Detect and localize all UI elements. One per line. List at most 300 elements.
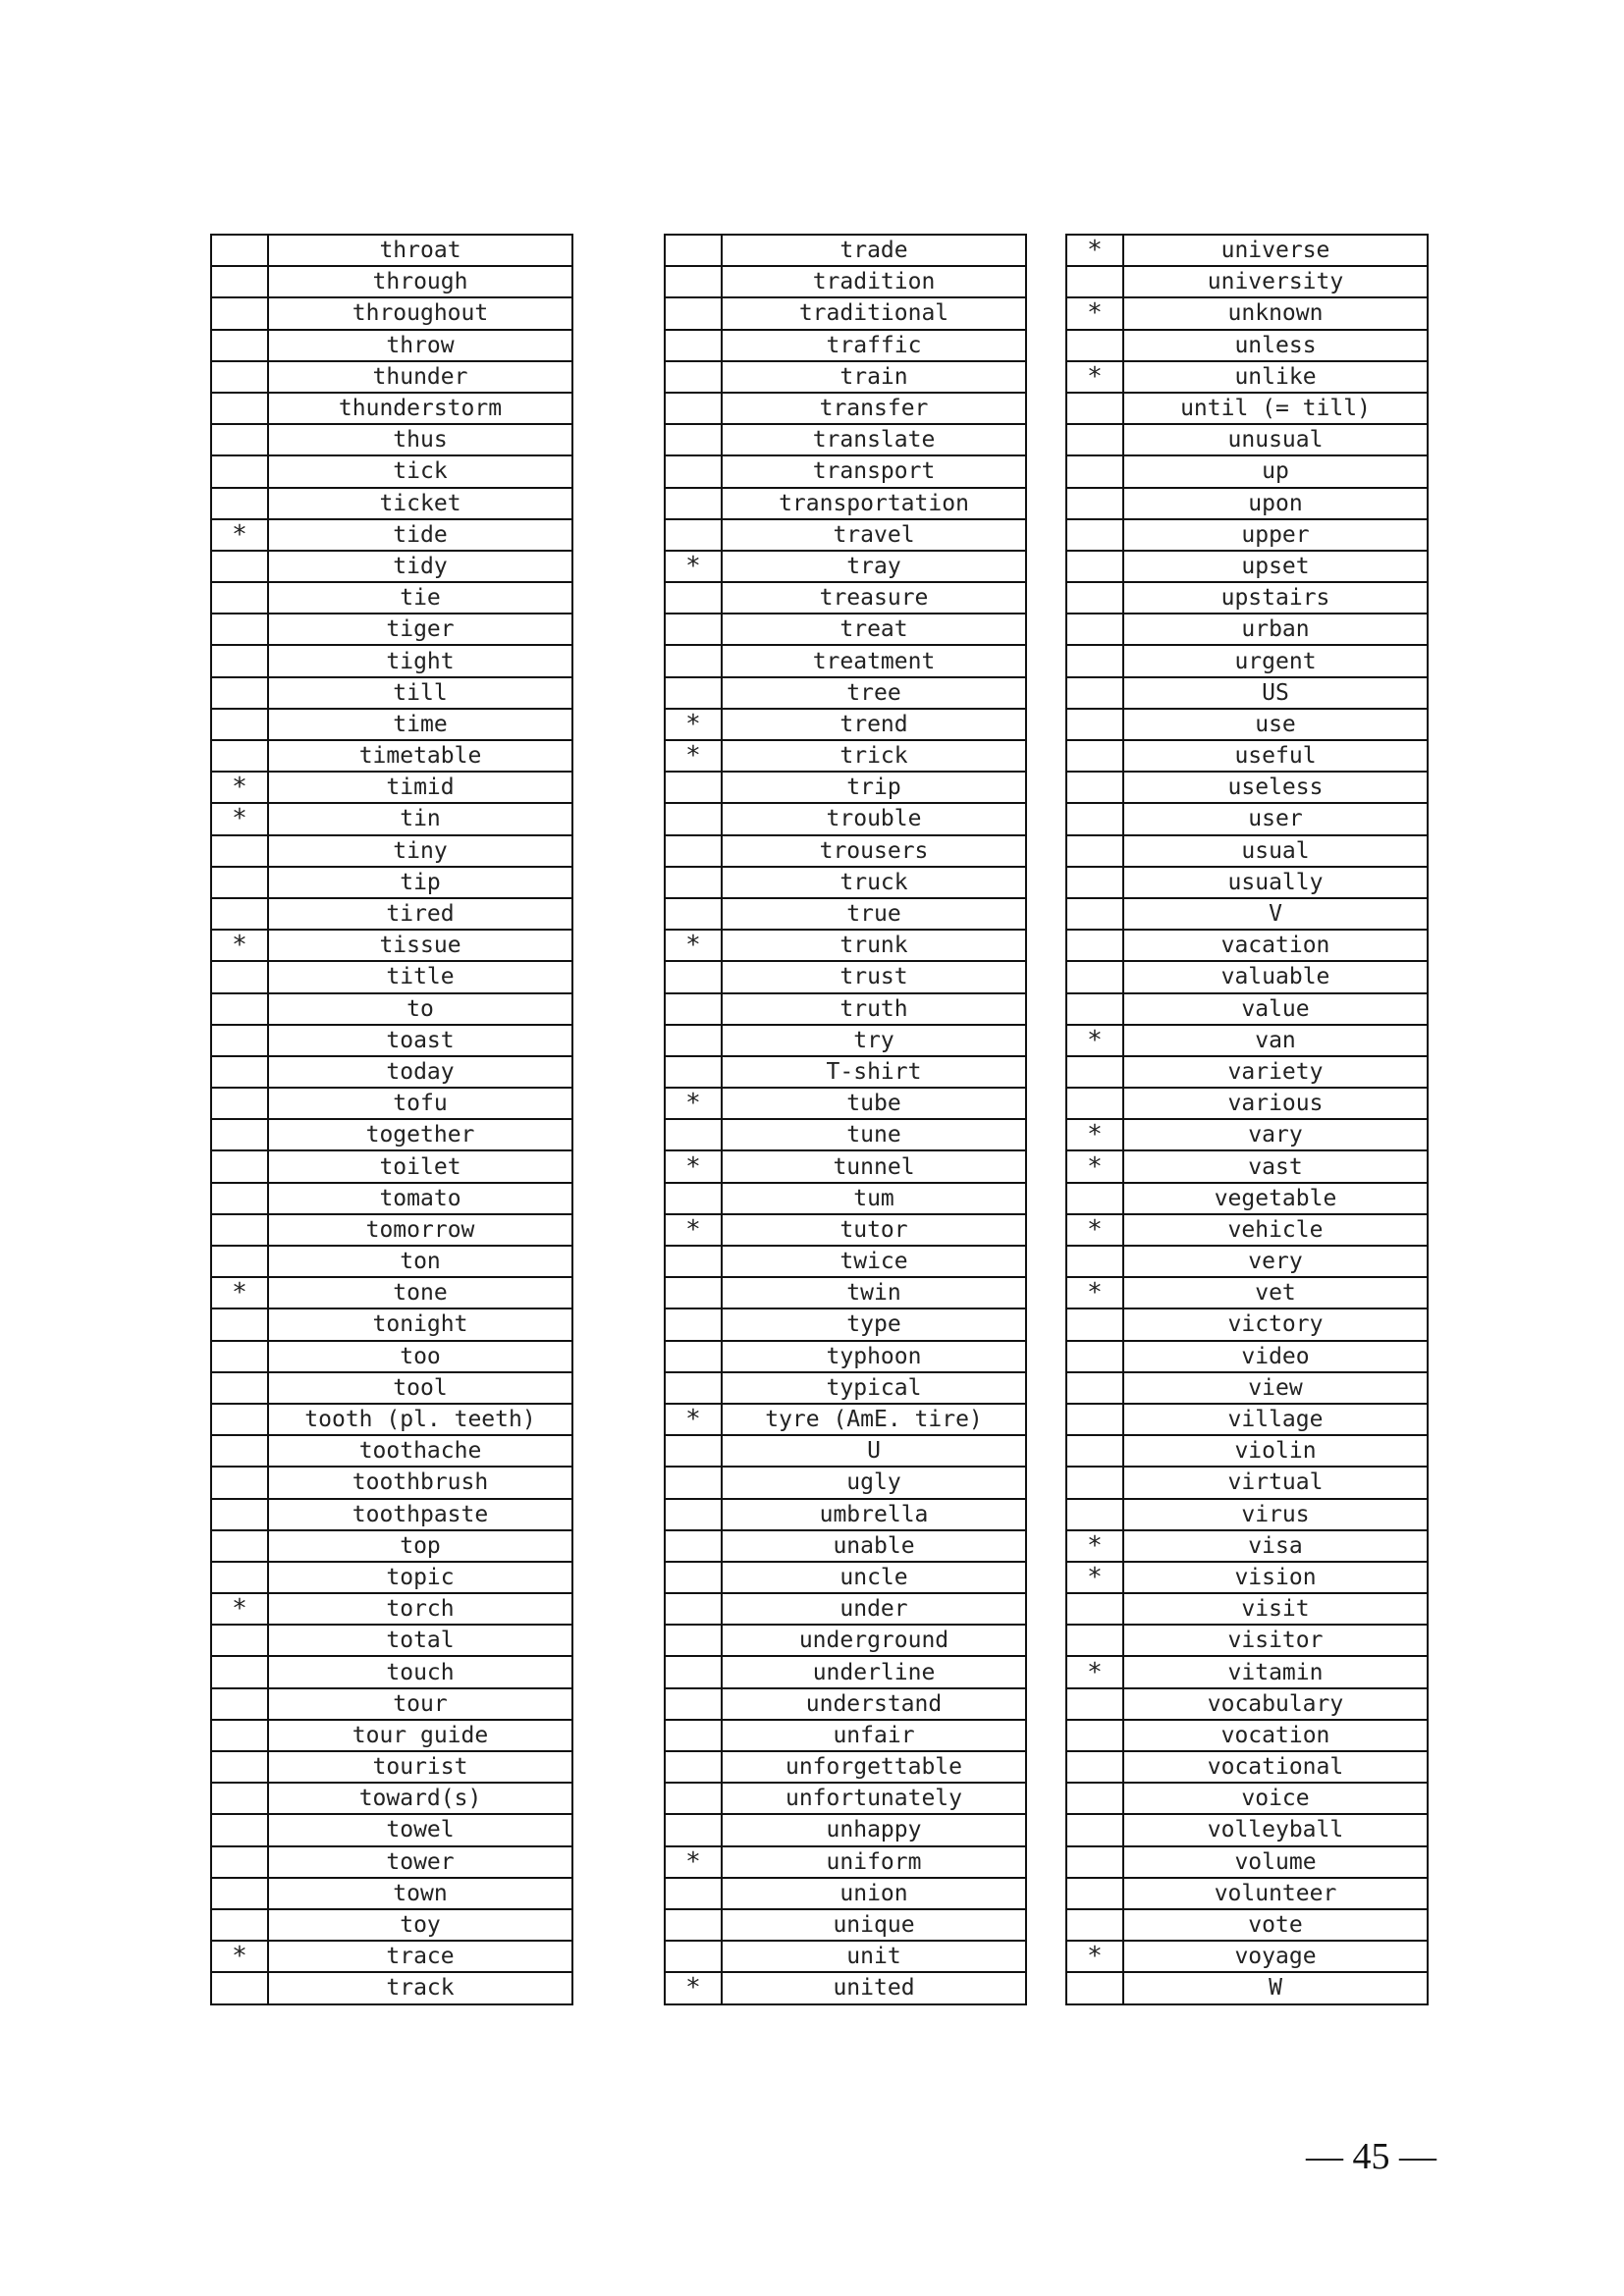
table-row (665, 645, 1026, 676)
table-row (211, 961, 572, 992)
vocabulary-word: treasure (722, 582, 1026, 614)
table-row (1066, 1467, 1428, 1498)
vocabulary-word: towel (268, 1814, 572, 1845)
optional-word-marker (1066, 1878, 1123, 1909)
table-row (665, 235, 1026, 266)
table-row (1066, 867, 1428, 898)
optional-word-marker (211, 1846, 268, 1878)
optional-word-marker (665, 614, 722, 645)
vocabulary-word: vehicle (1123, 1214, 1428, 1246)
optional-word-marker (665, 297, 722, 329)
vocabulary-word: view (1123, 1372, 1428, 1404)
table-row (1066, 645, 1428, 676)
vocabulary-word: unable (722, 1530, 1026, 1562)
optional-word-marker (211, 1435, 268, 1467)
optional-word-marker (211, 835, 268, 867)
vocabulary-word: tour guide (268, 1720, 572, 1751)
vocabulary-word: voyage (1123, 1941, 1428, 1972)
optional-word-marker (1066, 582, 1123, 614)
table-row (211, 1246, 572, 1277)
table-row (665, 1909, 1026, 1941)
vocabulary-word: trick (722, 740, 1026, 772)
optional-word-marker: * (1066, 235, 1123, 266)
table-row (665, 551, 1026, 582)
vocabulary-word: tick (268, 455, 572, 487)
table-row (1066, 835, 1428, 867)
optional-word-marker: * (211, 1277, 268, 1308)
vocabulary-word: toothpaste (268, 1499, 572, 1530)
optional-word-marker (665, 1372, 722, 1404)
table-row (1066, 1846, 1428, 1878)
vocabulary-word: user (1123, 803, 1428, 834)
table-row (665, 488, 1026, 519)
vocabulary-word: train (722, 361, 1026, 393)
table-row (211, 740, 572, 772)
vocabulary-word: W (1123, 1972, 1428, 2003)
table-row (665, 1688, 1026, 1720)
table-row (665, 1150, 1026, 1182)
table-row (1066, 677, 1428, 709)
table-row (211, 803, 572, 834)
vocabulary-word: universe (1123, 235, 1428, 266)
table-row (211, 614, 572, 645)
vocabulary-word: understand (722, 1688, 1026, 1720)
vocabulary-word: ticket (268, 488, 572, 519)
vocabulary-word: upstairs (1123, 582, 1428, 614)
optional-word-marker (211, 297, 268, 329)
optional-word-marker (665, 1941, 722, 1972)
table-row (665, 1467, 1026, 1498)
optional-word-marker (211, 1308, 268, 1340)
optional-word-marker (211, 1625, 268, 1656)
vocabulary-word: unit (722, 1941, 1026, 1972)
vocabulary-word: tofu (268, 1088, 572, 1119)
vocabulary-word: traffic (722, 330, 1026, 361)
vocabulary-word: visit (1123, 1593, 1428, 1625)
optional-word-marker (665, 582, 722, 614)
optional-word-marker (665, 1246, 722, 1277)
vocabulary-word: too (268, 1341, 572, 1372)
optional-word-marker (1066, 1593, 1123, 1625)
optional-word-marker (211, 1814, 268, 1845)
table-row (1066, 740, 1428, 772)
table-row (1066, 1530, 1428, 1562)
vocabulary-word: vegetable (1123, 1183, 1428, 1214)
vocabulary-word: top (268, 1530, 572, 1562)
vocabulary-word: track (268, 1972, 572, 2003)
vocabulary-word: tight (268, 645, 572, 676)
vocabulary-word: vocational (1123, 1751, 1428, 1783)
optional-word-marker (665, 1341, 722, 1372)
vocabulary-word: tone (268, 1277, 572, 1308)
vocabulary-word: toothbrush (268, 1467, 572, 1498)
table-row (1066, 330, 1428, 361)
vocabulary-word: title (268, 961, 572, 992)
table-row (665, 993, 1026, 1025)
table-row (665, 1846, 1026, 1878)
table-row (211, 1593, 572, 1625)
vocabulary-word: trace (268, 1941, 572, 1972)
optional-word-marker (665, 266, 722, 297)
table-row (665, 1246, 1026, 1277)
table-row (665, 519, 1026, 551)
table-row (211, 1150, 572, 1182)
vocabulary-word: valuable (1123, 961, 1428, 992)
optional-word-marker (665, 1688, 722, 1720)
optional-word-marker (211, 551, 268, 582)
vocabulary-word: trousers (722, 835, 1026, 867)
vocabulary-word: various (1123, 1088, 1428, 1119)
optional-word-marker (1066, 551, 1123, 582)
optional-word-marker (1066, 1625, 1123, 1656)
table-row (211, 1372, 572, 1404)
vocabulary-word: tune (722, 1119, 1026, 1150)
vocabulary-table-2 (664, 234, 1027, 2005)
optional-word-marker: * (1066, 1941, 1123, 1972)
table-row (211, 1404, 572, 1435)
table-row (1066, 1783, 1428, 1814)
vocabulary-word: video (1123, 1341, 1428, 1372)
table-row (211, 1814, 572, 1845)
optional-word-marker (1066, 1814, 1123, 1845)
vocabulary-word: victory (1123, 1308, 1428, 1340)
vocabulary-word: till (268, 677, 572, 709)
table-row (665, 1720, 1026, 1751)
optional-word-marker (1066, 1372, 1123, 1404)
table-row (211, 1214, 572, 1246)
table-row (665, 1372, 1026, 1404)
optional-word-marker (1066, 424, 1123, 455)
table-row (665, 1878, 1026, 1909)
table-row (665, 835, 1026, 867)
table-row (211, 1941, 572, 1972)
table-row (211, 393, 572, 424)
vocabulary-word: tip (268, 867, 572, 898)
table-row (211, 645, 572, 676)
optional-word-marker (665, 1562, 722, 1593)
vocabulary-word: tour (268, 1688, 572, 1720)
vocabulary-word: thunder (268, 361, 572, 393)
optional-word-marker: * (1066, 1150, 1123, 1182)
optional-word-marker (211, 1751, 268, 1783)
optional-word-marker (1066, 488, 1123, 519)
table-row (1066, 930, 1428, 961)
optional-word-marker (665, 1499, 722, 1530)
optional-word-marker (1066, 1056, 1123, 1088)
vocabulary-word: trip (722, 772, 1026, 803)
table-row (211, 1467, 572, 1498)
table-row (1066, 1088, 1428, 1119)
vocabulary-word: time (268, 709, 572, 740)
optional-word-marker (665, 1277, 722, 1308)
optional-word-marker (1066, 835, 1123, 867)
vocabulary-word: uncle (722, 1562, 1026, 1593)
vocabulary-word: tonight (268, 1308, 572, 1340)
table-row (211, 1720, 572, 1751)
table-row (665, 1656, 1026, 1687)
vocabulary-word: touch (268, 1656, 572, 1687)
optional-word-marker (211, 1972, 268, 2003)
vocabulary-word: uniform (722, 1846, 1026, 1878)
table-row (1066, 235, 1428, 266)
optional-word-marker (211, 1909, 268, 1941)
optional-word-marker (1066, 1846, 1123, 1878)
table-row (1066, 1562, 1428, 1593)
table-row (211, 709, 572, 740)
optional-word-marker: * (1066, 297, 1123, 329)
table-row (1066, 1308, 1428, 1340)
table-row (665, 1499, 1026, 1530)
table-row (1066, 803, 1428, 834)
vocabulary-word: toy (268, 1909, 572, 1941)
optional-word-marker (665, 1909, 722, 1941)
vocabulary-word: town (268, 1878, 572, 1909)
optional-word-marker (211, 330, 268, 361)
optional-word-marker (211, 393, 268, 424)
vocabulary-word: useless (1123, 772, 1428, 803)
optional-word-marker (211, 1688, 268, 1720)
table-row (665, 1088, 1026, 1119)
vocabulary-word: timid (268, 772, 572, 803)
table-row (1066, 1972, 1428, 2003)
table-row (665, 266, 1026, 297)
vocabulary-word: trust (722, 961, 1026, 992)
vocabulary-word: topic (268, 1562, 572, 1593)
optional-word-marker (1066, 1183, 1123, 1214)
table-row (1066, 266, 1428, 297)
vocabulary-word: tutor (722, 1214, 1026, 1246)
table-row (665, 1341, 1026, 1372)
table-row (1066, 772, 1428, 803)
vocabulary-word: together (268, 1119, 572, 1150)
optional-word-marker (1066, 930, 1123, 961)
table-row (1066, 1941, 1428, 1972)
optional-word-marker: * (1066, 1214, 1123, 1246)
table-row (211, 1909, 572, 1941)
vocabulary-word: torch (268, 1593, 572, 1625)
vocabulary-word: typhoon (722, 1341, 1026, 1372)
vocabulary-word: V (1123, 898, 1428, 930)
optional-word-marker (211, 1404, 268, 1435)
vocabulary-word: vast (1123, 1150, 1428, 1182)
vocabulary-word: visitor (1123, 1625, 1428, 1656)
optional-word-marker: * (665, 1972, 722, 2003)
optional-word-marker (1066, 803, 1123, 834)
optional-word-marker (665, 330, 722, 361)
optional-word-marker: * (211, 772, 268, 803)
vocabulary-word: unusual (1123, 424, 1428, 455)
table-row (211, 235, 572, 266)
vocabulary-word: true (722, 898, 1026, 930)
vocabulary-word: toothache (268, 1435, 572, 1467)
optional-word-marker (1066, 1972, 1123, 2003)
optional-word-marker: * (1066, 361, 1123, 393)
vocabulary-word: until (= till) (1123, 393, 1428, 424)
table-row (211, 1088, 572, 1119)
optional-word-marker (211, 867, 268, 898)
optional-word-marker (665, 235, 722, 266)
optional-word-marker (211, 1530, 268, 1562)
table-row (665, 1625, 1026, 1656)
optional-word-marker (665, 1183, 722, 1214)
optional-word-marker (665, 677, 722, 709)
vocabulary-word: tool (268, 1372, 572, 1404)
table-row (665, 1404, 1026, 1435)
optional-word-marker (211, 1183, 268, 1214)
vocabulary-word: upon (1123, 488, 1428, 519)
table-row (665, 1308, 1026, 1340)
vocabulary-word: vision (1123, 1562, 1428, 1593)
table-row (211, 1025, 572, 1056)
vocabulary-word: underground (722, 1625, 1026, 1656)
optional-word-marker (1066, 1909, 1123, 1941)
vocabulary-word: toward(s) (268, 1783, 572, 1814)
optional-word-marker: * (1066, 1562, 1123, 1593)
optional-word-marker (1066, 1751, 1123, 1783)
table-row (211, 898, 572, 930)
vocabulary-word: ugly (722, 1467, 1026, 1498)
optional-word-marker (211, 740, 268, 772)
vocabulary-word: variety (1123, 1056, 1428, 1088)
optional-word-marker: * (665, 1088, 722, 1119)
vocabulary-table-3 (1065, 234, 1429, 2005)
optional-word-marker (1066, 614, 1123, 645)
optional-word-marker (211, 455, 268, 487)
table-row (665, 1025, 1026, 1056)
vocabulary-word: van (1123, 1025, 1428, 1056)
table-row (1066, 1435, 1428, 1467)
optional-word-marker (211, 1088, 268, 1119)
optional-word-marker (1066, 1720, 1123, 1751)
table-row (1066, 519, 1428, 551)
table-row (665, 1751, 1026, 1783)
optional-word-marker (211, 709, 268, 740)
vocabulary-word: tin (268, 803, 572, 834)
table-row (1066, 1056, 1428, 1088)
table-row (211, 1688, 572, 1720)
vocabulary-word: united (722, 1972, 1026, 2003)
optional-word-marker (211, 424, 268, 455)
optional-word-marker (211, 1246, 268, 1277)
vocabulary-word: tie (268, 582, 572, 614)
table-row (665, 1277, 1026, 1308)
table-row (211, 1183, 572, 1214)
vocabulary-word: useful (1123, 740, 1428, 772)
vocabulary-word: throw (268, 330, 572, 361)
vocabulary-word: try (722, 1025, 1026, 1056)
table-row (665, 772, 1026, 803)
table-row (1066, 297, 1428, 329)
optional-word-marker (665, 1119, 722, 1150)
table-row (665, 1183, 1026, 1214)
table-row (1066, 1214, 1428, 1246)
optional-word-marker (1066, 772, 1123, 803)
table-row (1066, 1625, 1428, 1656)
table-row (1066, 424, 1428, 455)
optional-word-marker (1066, 898, 1123, 930)
vocabulary-word: traditional (722, 297, 1026, 329)
optional-word-marker (665, 1056, 722, 1088)
vocabulary-word: volleyball (1123, 1814, 1428, 1845)
vocabulary-word: tomato (268, 1183, 572, 1214)
vocabulary-word: value (1123, 993, 1428, 1025)
table-row (1066, 1404, 1428, 1435)
table-row (1066, 993, 1428, 1025)
table-row (665, 740, 1026, 772)
vocabulary-table-1 (210, 234, 573, 2005)
optional-word-marker (211, 1656, 268, 1687)
vocabulary-word: urgent (1123, 645, 1428, 676)
optional-word-marker (211, 961, 268, 992)
vocabulary-word: tissue (268, 930, 572, 961)
optional-word-marker: * (1066, 1119, 1123, 1150)
table-row (1066, 1751, 1428, 1783)
vocabulary-word: volume (1123, 1846, 1428, 1878)
table-row (211, 930, 572, 961)
vocabulary-word: voice (1123, 1783, 1428, 1814)
vocabulary-word: vitamin (1123, 1656, 1428, 1687)
table-row (211, 582, 572, 614)
vocabulary-word: unknown (1123, 297, 1428, 329)
vocabulary-word: tide (268, 519, 572, 551)
vocabulary-word: union (722, 1878, 1026, 1909)
table-row (1066, 393, 1428, 424)
table-row (665, 330, 1026, 361)
vocabulary-word: transfer (722, 393, 1026, 424)
optional-word-marker: * (665, 551, 722, 582)
optional-word-marker (665, 1625, 722, 1656)
table-row (211, 1056, 572, 1088)
table-row (665, 614, 1026, 645)
table-row (1066, 1246, 1428, 1277)
table-row (1066, 551, 1428, 582)
table-row (1066, 1720, 1428, 1751)
optional-word-marker (1066, 1088, 1123, 1119)
vocabulary-word: trouble (722, 803, 1026, 834)
optional-word-marker (1066, 1246, 1123, 1277)
table-row (1066, 582, 1428, 614)
table-row (665, 1435, 1026, 1467)
optional-word-marker: * (211, 1593, 268, 1625)
optional-word-marker (665, 1435, 722, 1467)
optional-word-marker (665, 867, 722, 898)
optional-word-marker (211, 645, 268, 676)
optional-word-marker (211, 993, 268, 1025)
optional-word-marker: * (211, 1941, 268, 1972)
table-row (1066, 1025, 1428, 1056)
optional-word-marker (665, 1025, 722, 1056)
optional-word-marker: * (211, 519, 268, 551)
optional-word-marker (1066, 961, 1123, 992)
vocabulary-word: unique (722, 1909, 1026, 1941)
table-row (665, 1530, 1026, 1562)
optional-word-marker (665, 1878, 722, 1909)
vocabulary-word: timetable (268, 740, 572, 772)
vocabulary-word: tourist (268, 1751, 572, 1783)
table-row (1066, 1372, 1428, 1404)
table-row (665, 867, 1026, 898)
vocabulary-word: visa (1123, 1530, 1428, 1562)
table-row (211, 772, 572, 803)
vocabulary-word: total (268, 1625, 572, 1656)
vocabulary-word: usually (1123, 867, 1428, 898)
vocabulary-word: virtual (1123, 1467, 1428, 1498)
vocabulary-word: tyre (AmE. tire) (722, 1404, 1026, 1435)
table-row (211, 1499, 572, 1530)
vocabulary-word: T-shirt (722, 1056, 1026, 1088)
vocabulary-word: today (268, 1056, 572, 1088)
table-row (1066, 1688, 1428, 1720)
